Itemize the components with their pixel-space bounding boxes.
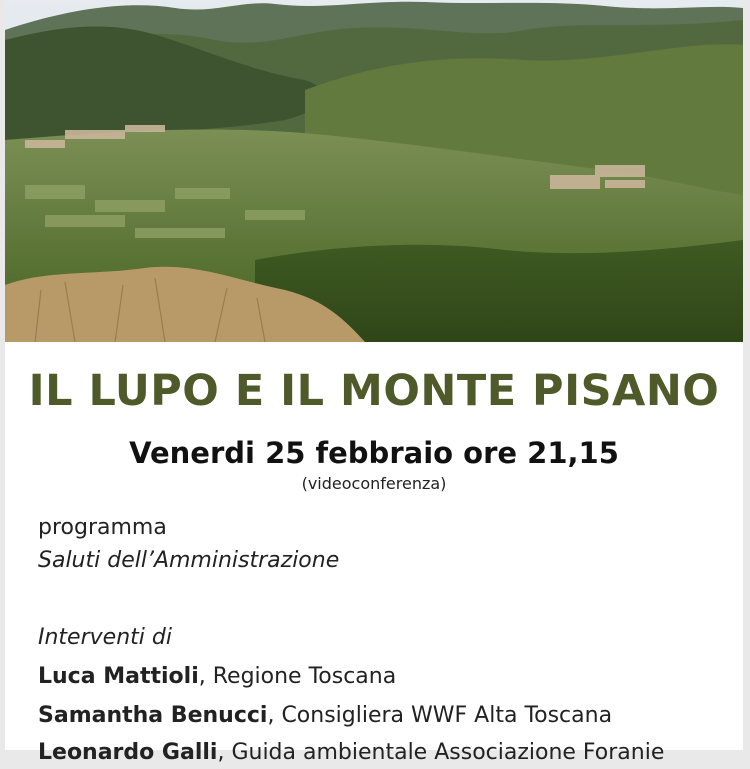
speaker-line [38, 700, 612, 732]
speaker-role: , Regione Toscana [198, 664, 397, 689]
interventi-label: Interventi di [38, 625, 172, 650]
speaker-name: Luca Mattioli [38, 664, 199, 689]
landscape-photo [5, 0, 743, 342]
event-date: Venerdi 25 febbraio ore 21,15 [129, 436, 619, 470]
event-mode: (videoconferenza) [301, 474, 447, 493]
saluti-line: Saluti dell’Amministrazione [38, 548, 340, 573]
poster-sheet [5, 0, 743, 765]
programma-label: programma [38, 515, 167, 540]
speaker-name: Samantha Benucci [38, 703, 268, 728]
speaker-role: , Guida ambientale Associazione Foranie [217, 740, 665, 765]
poster-title: IL LUPO E IL MONTE PISANO [28, 366, 720, 416]
speaker-line [38, 661, 396, 693]
speaker-name: Leonardo Galli [38, 740, 218, 765]
speaker-line [38, 737, 664, 769]
speaker-role: , Consigliera WWF Alta Toscana [267, 703, 613, 728]
